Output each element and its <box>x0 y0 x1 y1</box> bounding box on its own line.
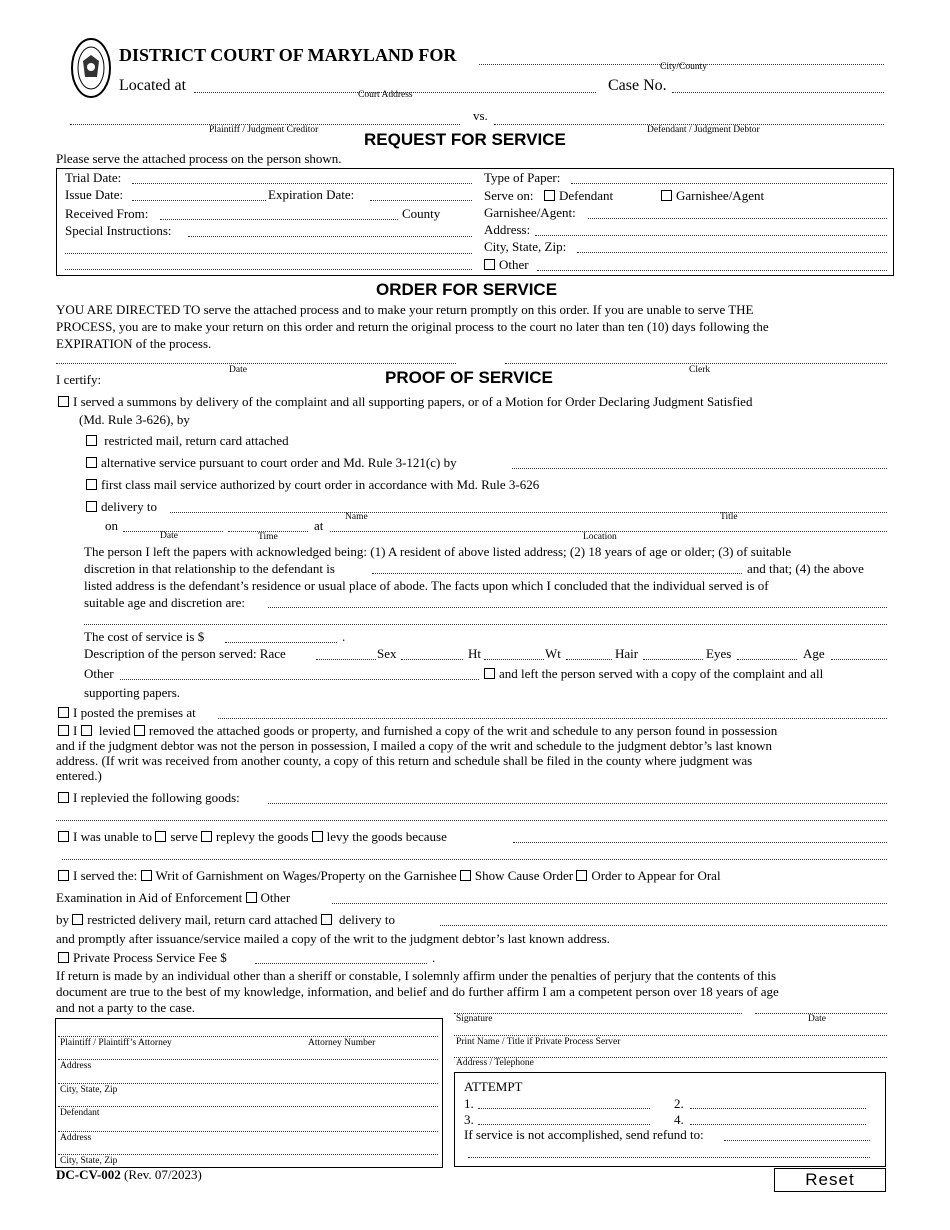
unable-option[interactable]: I was unable to serve replevy the goods levy the goods because <box>58 829 447 845</box>
served-other-field[interactable] <box>332 903 887 904</box>
address-phone-caption: Address / Telephone <box>456 1058 534 1068</box>
garnishee-agent-field[interactable] <box>588 218 887 219</box>
other-checkbox[interactable] <box>246 892 257 903</box>
checkbox[interactable] <box>86 457 97 468</box>
promptly-text: and promptly after issuance/service mailed a copy of the writ to the judgment debtor’s last known address. <box>56 931 610 946</box>
address-field[interactable] <box>535 235 887 236</box>
posted-option[interactable]: I posted the premises at <box>58 705 196 721</box>
by-line: by restricted delivery mail, return card attached delivery to <box>56 912 395 927</box>
date-caption: Date <box>160 531 178 541</box>
restricted-delivery-checkbox[interactable] <box>72 914 83 925</box>
eyes-label: Eyes <box>706 646 732 661</box>
restricted-mail-option[interactable]: restricted mail, return card attached <box>86 433 289 449</box>
signature-field[interactable] <box>454 1013 742 1014</box>
signature-date-caption: Date <box>808 1014 826 1024</box>
trial-date-field[interactable] <box>132 183 472 184</box>
attempt-heading: ATTEMPT <box>464 1079 523 1094</box>
defendant-address-caption: Address <box>60 1133 92 1143</box>
located-at-label: Located at <box>119 77 187 94</box>
ht-label: Ht <box>468 646 481 661</box>
case-no-label: Case No. <box>608 77 667 94</box>
checkbox[interactable] <box>58 870 69 881</box>
person-left-text-1: The person I left the papers with acknowledged being: (1) A resident of above listed address; (2) 18 years of age or older; (3) of suitable <box>84 544 792 559</box>
print-name-field[interactable] <box>454 1035 887 1036</box>
cost-dot: . <box>342 629 346 644</box>
checkbox[interactable] <box>484 668 495 679</box>
request-heading: REQUEST FOR SERVICE <box>364 130 566 149</box>
city-state-zip-label: City, State, Zip: <box>484 239 567 254</box>
posted-field[interactable] <box>218 718 887 719</box>
eyes-field[interactable] <box>737 659 797 660</box>
sex-label: Sex <box>377 646 397 661</box>
refund-field-1[interactable] <box>724 1140 870 1141</box>
type-of-paper-field[interactable] <box>571 183 887 184</box>
summons-option[interactable]: I served a summons by delivery of the complaint and all supporting papers, or of a Motion for Order Declaring Judgment Satisfied <box>58 394 752 410</box>
delivery-name-field[interactable] <box>170 512 887 513</box>
wt-label: Wt <box>545 646 561 661</box>
age-label: Age <box>803 646 825 661</box>
plaintiff-city-caption: City, State, Zip <box>60 1085 118 1095</box>
court-address-caption: Court Address <box>358 90 413 100</box>
form-id: DC-CV-002 (Rev. 07/2023) <box>56 1167 202 1182</box>
description-race-label: Description of the person served: Race <box>84 646 286 661</box>
private-fee-field[interactable] <box>255 963 427 964</box>
checkbox[interactable] <box>58 831 69 842</box>
replevied-field-2[interactable] <box>56 820 887 821</box>
time-caption: Time <box>258 532 278 542</box>
relationship-field[interactable] <box>372 573 742 574</box>
county-label: County <box>402 206 441 221</box>
serve-on-label: Serve on: <box>484 188 534 203</box>
order-text-3: EXPIRATION of the process. <box>56 336 212 351</box>
attempt-1-label: 1. <box>464 1096 474 1111</box>
on-label: on <box>105 518 118 533</box>
plaintiff-attorney-caption: Plaintiff / Plaintiff’s Attorney <box>60 1038 172 1048</box>
other-description-field[interactable] <box>120 679 479 680</box>
cost-field[interactable] <box>225 642 337 643</box>
fee-dot: . <box>432 950 436 965</box>
received-from-field[interactable] <box>160 219 398 220</box>
person-left-text-4: suitable age and discretion are: <box>84 595 245 610</box>
at-label: at <box>314 518 324 533</box>
attempt-4-label: 4. <box>674 1112 684 1127</box>
checkbox[interactable] <box>544 190 555 201</box>
clerk-field[interactable] <box>505 363 887 364</box>
order-date-field[interactable] <box>56 363 456 364</box>
defendant-name-field[interactable] <box>58 1106 438 1107</box>
served-the-option[interactable]: I served the: Writ of Garnishment on Wages/Property on the Garnishee Show Cause Order Order to Appear for Oral <box>58 868 721 884</box>
plaintiff-address-field[interactable] <box>58 1059 438 1060</box>
title-caption: Title <box>720 512 738 522</box>
attempt-2-field[interactable] <box>690 1108 866 1109</box>
signature-caption: Signature <box>456 1014 493 1024</box>
alternative-service-field[interactable] <box>512 468 887 469</box>
wt-field[interactable] <box>566 659 612 660</box>
replevied-field-1[interactable] <box>268 803 887 804</box>
address-label: Address: <box>484 222 531 237</box>
levy-checkbox[interactable] <box>312 831 323 842</box>
garnishee-agent-label: Garnishee/Agent: <box>484 205 576 220</box>
court-seal-logo <box>70 37 112 99</box>
case-no-field[interactable] <box>672 92 884 93</box>
first-class-option[interactable]: first class mail service authorized by court order in accordance with Md. Rule 3-626 <box>86 477 539 493</box>
refund-field-2[interactable] <box>468 1157 870 1158</box>
private-fee-option[interactable]: Private Process Service Fee $ <box>58 950 227 966</box>
request-box <box>56 168 894 276</box>
age-field[interactable] <box>831 659 887 660</box>
reset-button[interactable]: Reset <box>774 1168 886 1192</box>
plaintiff-caption: Plaintiff / Judgment Creditor <box>209 125 319 135</box>
other-option[interactable]: Other <box>484 257 529 273</box>
expiration-date-label: Expiration Date: <box>268 187 355 202</box>
special-instructions-field-3[interactable] <box>65 269 472 270</box>
race-field[interactable] <box>316 659 376 660</box>
person-left-text-2a: discretion in that relationship to the defendant is <box>84 561 335 576</box>
expiration-date-field[interactable] <box>370 200 472 201</box>
checkbox[interactable] <box>58 792 69 803</box>
unable-reason-field-2[interactable] <box>62 859 887 860</box>
levy-text-4: entered.) <box>56 768 102 783</box>
ht-field[interactable] <box>484 659 544 660</box>
defendant-caption-box: Defendant <box>60 1108 100 1118</box>
replevy-checkbox[interactable] <box>201 831 212 842</box>
special-instructions-label: Special Instructions: <box>65 223 172 238</box>
other-field[interactable] <box>537 270 887 271</box>
suitable-age-field-1[interactable] <box>268 607 887 608</box>
affirm-text-3: and not a party to the case. <box>56 1000 195 1015</box>
request-intro: Please serve the attached process on the person shown. <box>56 151 342 166</box>
location-caption: Location <box>583 532 617 542</box>
special-instructions-field-2[interactable] <box>65 253 472 254</box>
clerk-caption: Clerk <box>689 365 711 375</box>
levy-option[interactable]: I levied removed the attached goods or property, and furnished a copy of the writ and schedule to any person found in possession <box>58 723 777 739</box>
levy-text-2: and if the judgment debtor was not the person in possession, I mailed a copy of the writ and schedule to the judgment debtor’s last known <box>56 738 773 753</box>
i-certify-label: I certify: <box>56 372 102 387</box>
left-copy-option[interactable]: and left the person served with a copy of the complaint and all <box>484 666 823 682</box>
defendant-city-field[interactable] <box>58 1154 438 1155</box>
city-county-caption: City/County <box>660 62 707 72</box>
person-left-text-2b: and that; (4) the above <box>747 561 864 576</box>
checkbox[interactable] <box>86 501 97 512</box>
summons-line-2: (Md. Rule 3-626), by <box>79 412 190 427</box>
attempt-1-field[interactable] <box>478 1108 650 1109</box>
delivery-to-option[interactable]: delivery to <box>86 499 157 515</box>
proof-heading: PROOF OF SERVICE <box>385 368 553 387</box>
suitable-age-field-2[interactable] <box>84 624 887 625</box>
print-name-caption: Print Name / Title if Private Process Server <box>456 1037 621 1047</box>
order-date-caption: Date <box>229 365 247 375</box>
plaintiff-attorney-field[interactable] <box>58 1036 438 1037</box>
checkbox[interactable] <box>86 435 97 446</box>
plaintiff-city-field[interactable] <box>58 1083 438 1084</box>
unable-reason-field-1[interactable] <box>513 842 887 843</box>
attorney-number-caption: Attorney Number <box>308 1038 376 1048</box>
writ-garnishment-checkbox[interactable] <box>141 870 152 881</box>
cost-label: The cost of service is $ <box>84 629 205 644</box>
replevied-option[interactable]: I replevied the following goods: <box>58 790 240 806</box>
serve-checkbox[interactable] <box>155 831 166 842</box>
issue-date-label: Issue Date: <box>65 187 124 202</box>
defendant-address-field[interactable] <box>58 1131 438 1132</box>
person-left-text-3: listed address is the defendant’s residence or usual place of abode. The facts upon which I concluded that the individual served is of <box>84 578 769 593</box>
removed-checkbox[interactable] <box>134 725 145 736</box>
affirm-text-1: If return is made by an individual other than a sheriff or constable, I solemnly affirm under the penalties of perjury that the contents of this <box>56 968 777 983</box>
checkbox[interactable] <box>661 190 672 201</box>
show-cause-checkbox[interactable] <box>460 870 471 881</box>
checkbox[interactable] <box>58 952 69 963</box>
checkbox[interactable] <box>86 479 97 490</box>
order-appear-checkbox[interactable] <box>576 870 587 881</box>
name-caption: Name <box>345 512 368 522</box>
court-title: DISTRICT COURT OF MARYLAND FOR <box>119 45 457 65</box>
delivery-to-field[interactable] <box>440 925 887 926</box>
checkbox[interactable] <box>58 396 69 407</box>
plaintiff-address-caption: Address <box>60 1061 92 1071</box>
order-text-1: YOU ARE DIRECTED TO serve the attached process and to make your return promptly on this order. If you are unable to serve THE <box>56 302 754 317</box>
issue-date-field[interactable] <box>132 200 266 201</box>
defendant-city-caption: City, State, Zip <box>60 1156 118 1166</box>
serve-on-garnishee-option[interactable]: Garnishee/Agent <box>661 188 764 204</box>
attempt-4-field[interactable] <box>690 1124 866 1125</box>
attempt-2-label: 2. <box>674 1096 684 1111</box>
received-from-label: Received From: <box>65 206 149 221</box>
affirm-text-2: document are true to the best of my knowledge, information, and belief and do further affirm I am a competent person over 18 years of age <box>56 984 779 999</box>
order-text-2: PROCESS, you are to make your return on this order and return the original process to the court no later than ten (10) days following the <box>56 319 769 334</box>
levy-text-3: address. (If writ was received from another county, a copy of this return and schedule shall be filed in the county where judgment was <box>56 753 753 768</box>
vs-label: vs. <box>473 108 488 123</box>
type-of-paper-label: Type of Paper: <box>484 170 561 185</box>
levied-checkbox[interactable] <box>81 725 92 736</box>
hair-field[interactable] <box>643 659 703 660</box>
defendant-caption: Defendant / Judgment Debtor <box>647 125 760 135</box>
attempt-3-field[interactable] <box>478 1124 650 1125</box>
delivery-to-checkbox[interactable] <box>321 914 332 925</box>
checkbox[interactable] <box>484 259 495 270</box>
trial-date-label: Trial Date: <box>65 170 122 185</box>
checkbox[interactable] <box>58 725 69 736</box>
attempt-3-label: 3. <box>464 1112 474 1127</box>
checkbox[interactable] <box>58 707 69 718</box>
special-instructions-field-1[interactable] <box>188 236 472 237</box>
supporting-papers-text: supporting papers. <box>84 685 181 700</box>
sex-field[interactable] <box>401 659 463 660</box>
order-heading: ORDER FOR SERVICE <box>376 280 558 299</box>
serve-on-defendant-option[interactable]: Defendant <box>544 188 613 204</box>
city-state-zip-field[interactable] <box>577 252 887 253</box>
alternative-service-option[interactable]: alternative service pursuant to court order and Md. Rule 3-121(c) by <box>86 455 457 471</box>
hair-label: Hair <box>615 646 639 661</box>
refund-label: If service is not accomplished, send refund to: <box>464 1127 704 1142</box>
other-description-label: Other <box>84 666 114 681</box>
examination-line: Examination in Aid of Enforcement Other <box>56 890 291 905</box>
